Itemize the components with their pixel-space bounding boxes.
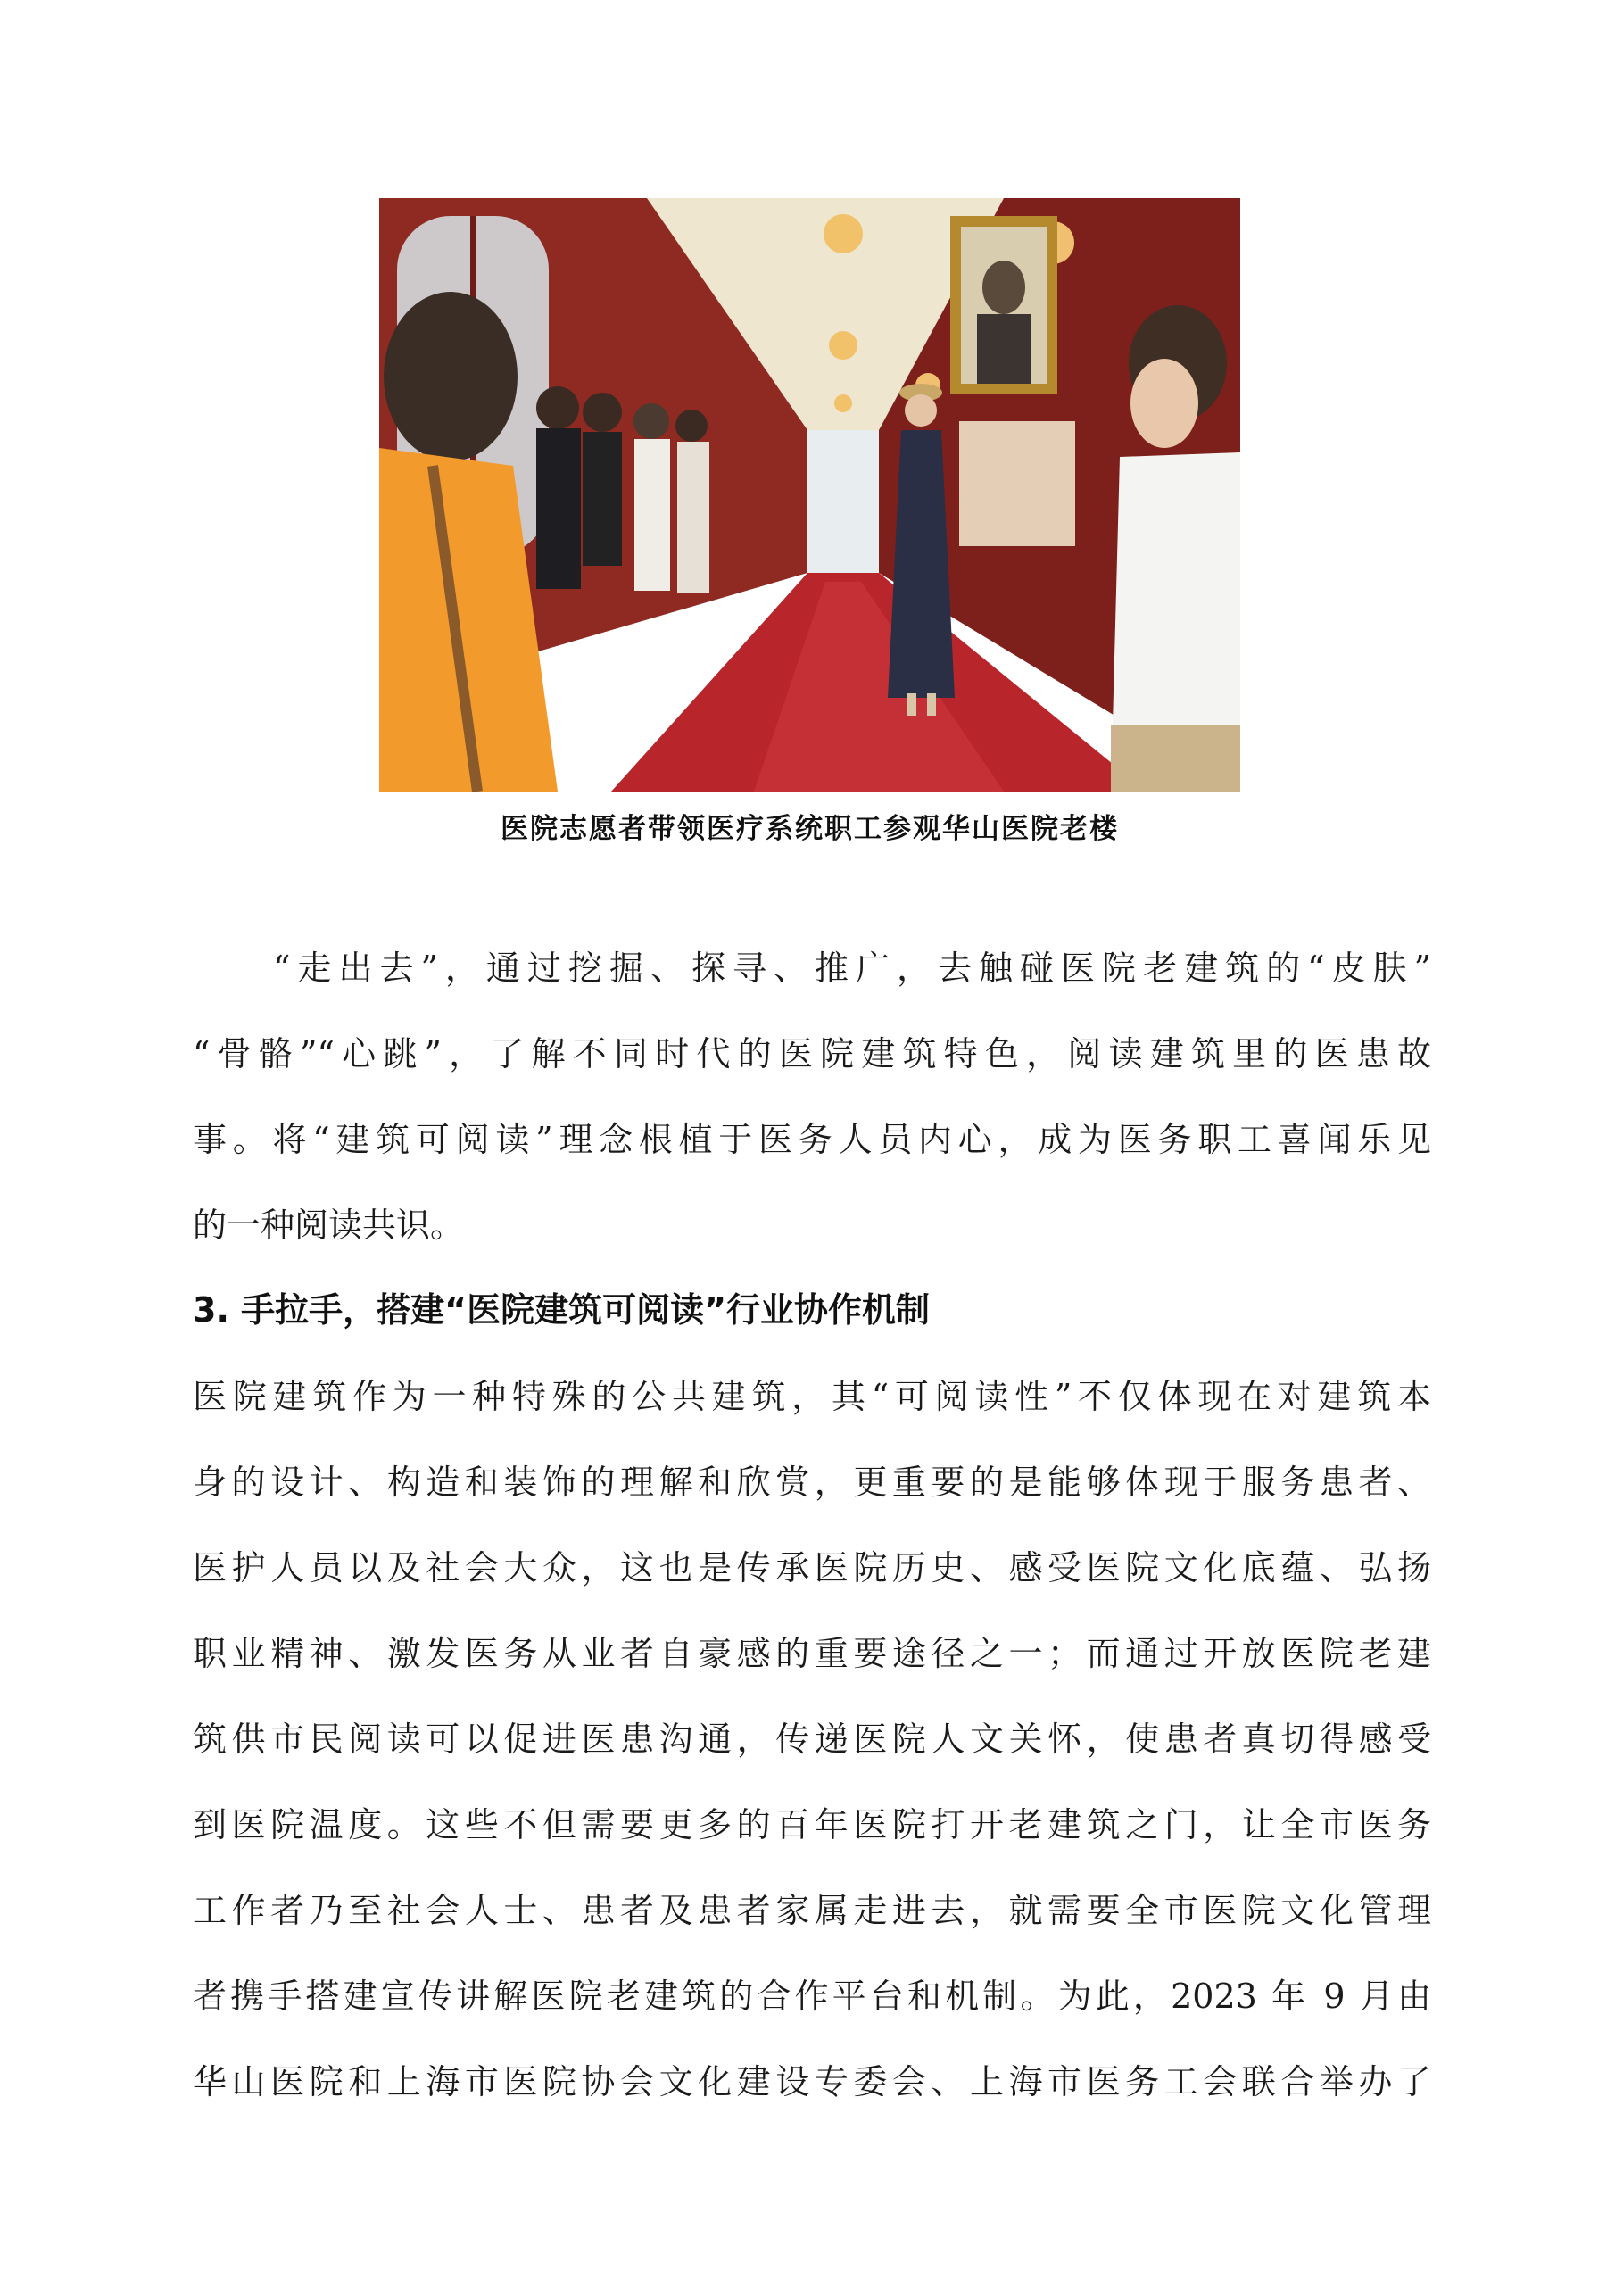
paragraph-2-line-5: 筑供市民阅读可以促进医患沟通，传递医院人文关怀，使患者真切得感受: [193, 1720, 1431, 1759]
paragraph-1-line-4: 的一种阅读共识。: [193, 1206, 465, 1245]
paragraph-1-line-1: “走出去”，通过挖掘、探寻、推广，去触碰医院老建筑的“皮肤”: [273, 949, 1431, 988]
paragraph-2-line-3: 医护人员以及社会大众，这也是传承医院历史、感受医院文化底蕴、弘扬: [193, 1548, 1431, 1587]
paragraph-1-line-2: “骨骼”“心跳”，了解不同时代的医院建筑特色，阅读建筑里的医患故: [193, 1034, 1431, 1073]
paragraph-1-line-3: 事。将“建筑可阅读”理念根植于医务人员内心，成为医务职工喜闻乐见: [193, 1120, 1431, 1159]
paragraph-2-line-8: 者携手搭建宣传讲解医院老建筑的合作平台和机制。为此，2023 年 9 月由: [193, 1977, 1431, 2016]
paragraph-2-line-4: 职业精神、激发医务从业者自豪感的重要途径之一；而通过开放医院老建: [193, 1634, 1431, 1673]
figure-caption: 医院志愿者带领医疗系统职工参观华山医院老楼: [501, 813, 1119, 845]
tour-photo: [379, 198, 1240, 792]
corridor-photo-illustration: [379, 198, 1240, 792]
paragraph-2-line-2: 身的设计、构造和装饰的理解和欣赏，更重要的是能够体现于服务患者、: [193, 1463, 1431, 1502]
paragraph-2-line-6: 到医院温度。这些不但需要更多的百年医院打开老建筑之门，让全市医务: [193, 1805, 1431, 1844]
paragraph-2-line-1: 医院建筑作为一种特殊的公共建筑，其“可阅读性”不仅体现在对建筑本: [193, 1377, 1431, 1416]
section-3-heading: 3. 手拉手，搭建“医院建筑可阅读”行业协作机制: [193, 1290, 931, 1330]
paragraph-2-line-9: 华山医院和上海市医院协会文化建设专委会、上海市医务工会联合举办了: [193, 2062, 1431, 2101]
paragraph-2-line-7: 工作者乃至社会人士、患者及患者家属走进去，就需要全市医院文化管理: [193, 1891, 1431, 1930]
